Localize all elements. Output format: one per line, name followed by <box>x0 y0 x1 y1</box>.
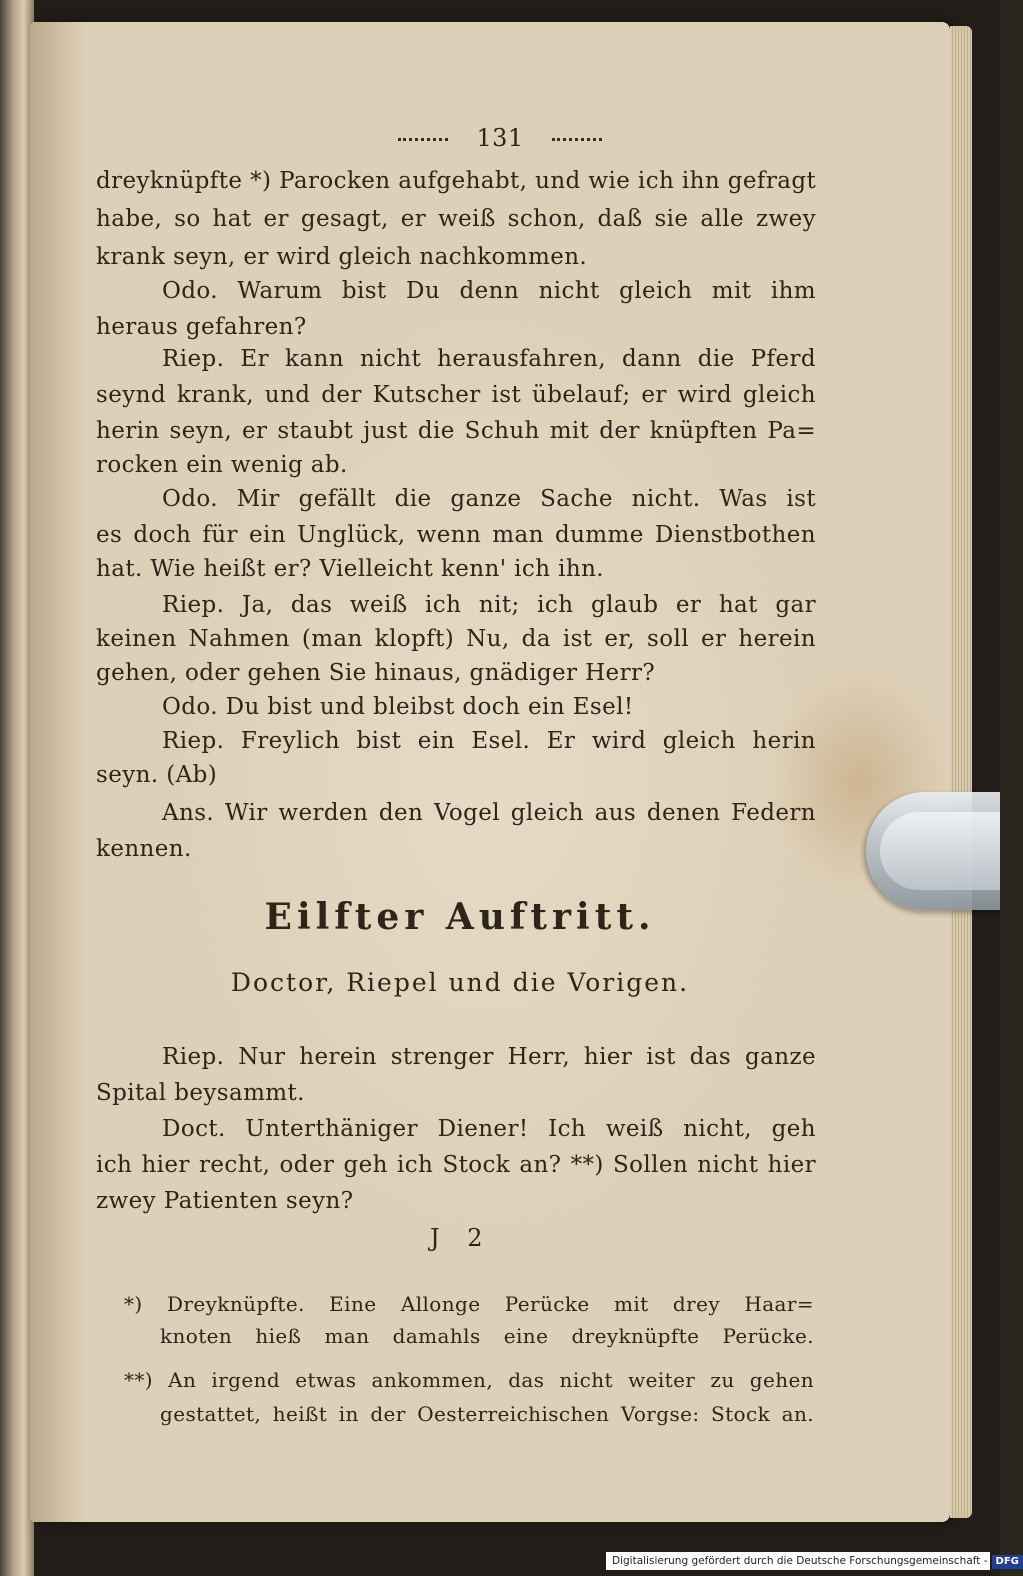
text-line: zwey Patienten seyn? <box>96 1188 354 1214</box>
text-line: seynd krank, und der Kutscher ist übelauf; er wird gleich <box>96 382 816 408</box>
text-line: herin seyn, er staubt just die Schuh mit der knüpften Pa= <box>96 418 816 444</box>
page-header <box>0 124 1000 152</box>
dfg-logo: DFG <box>992 1555 1023 1569</box>
text-line: keinen Nahmen (man klopft) Nu, da ist er, soll er herein <box>96 626 816 652</box>
text-line: Odo. Warum bist Du denn nicht gleich mit ihm <box>162 278 816 304</box>
page-number: 131 <box>476 124 524 152</box>
text-line: dreyknüpfte *) Parocken aufgehabt, und wie ich ihn gefragt <box>96 168 817 194</box>
header-ornament-right <box>552 138 602 141</box>
text-line: habe, so hat er gesagt, er weiß schon, daß sie alle zwey <box>96 206 816 232</box>
text-line: Riep. Ja, das weiß ich nit; ich glaub er hat gar <box>162 592 816 618</box>
footnote-line: *) Dreyknüpfte. Eine Allonge Perücke mit drey Haar= <box>124 1292 814 1316</box>
text-line: Riep. Freylich bist ein Esel. Er wird gleich herin <box>162 728 816 754</box>
text-line: Riep. Er kann nicht herausfahren, dann die Pferd <box>162 346 816 372</box>
text-line: Ans. Wir werden den Vogel gleich aus denen Federn <box>162 800 816 826</box>
scene-title: Eilfter Auftritt. <box>264 896 656 938</box>
text-line: Odo. Du bist und bleibst doch ein Esel! <box>162 694 634 720</box>
text-line: es doch für ein Unglück, wenn man dumme Dienstbothen <box>96 522 816 548</box>
scene-persons: Doctor, Riepel und die Vorigen. <box>230 968 690 997</box>
footnote-line: gestattet, heißt in der Oesterreichischen Vorgse: Stock an. <box>160 1402 814 1426</box>
text-line: hat. Wie heißt er? Vielleicht kenn' ich ihn. <box>96 556 605 582</box>
footnote-line: knoten hieß man damahls eine dreyknüpfte Perücke. <box>160 1324 814 1348</box>
text-line: Odo. Mir gefällt die ganze Sache nicht. Was ist <box>162 486 816 512</box>
printer-signature: J 2 <box>430 1224 493 1252</box>
header-ornament-left <box>398 138 448 141</box>
credit-text: Digitalisierung gefördert durch die Deutsche Forschungsgemeinschaft - <box>612 1555 988 1567</box>
text-line: krank seyn, er wird gleich nachkommen. <box>96 244 588 270</box>
book-spine <box>0 0 34 1576</box>
text-line: Riep. Nur herein strenger Herr, hier ist das ganze <box>162 1044 816 1070</box>
text-line: gehen, oder gehen Sie hinaus, gnädiger Herr? <box>96 660 656 686</box>
digitization-credit <box>606 1552 1019 1570</box>
page-edges <box>950 26 972 1518</box>
text-line: kennen. <box>96 836 192 862</box>
text-line: Doct. Unterthäniger Diener! Ich weiß nicht, geh <box>162 1116 816 1142</box>
text-line: ich hier recht, oder geh ich Stock an? **) Sollen nicht hier <box>96 1152 816 1178</box>
text-line: Spital beysammt. <box>96 1080 305 1106</box>
scanner-clip-highlight <box>880 812 1000 890</box>
text-line: seyn. (Ab) <box>96 762 218 788</box>
footnote-line: **) An irgend etwas ankommen, das nicht weiter zu gehen <box>124 1368 814 1392</box>
text-line: rocken ein wenig ab. <box>96 452 348 478</box>
text-line: heraus gefahren? <box>96 314 307 340</box>
